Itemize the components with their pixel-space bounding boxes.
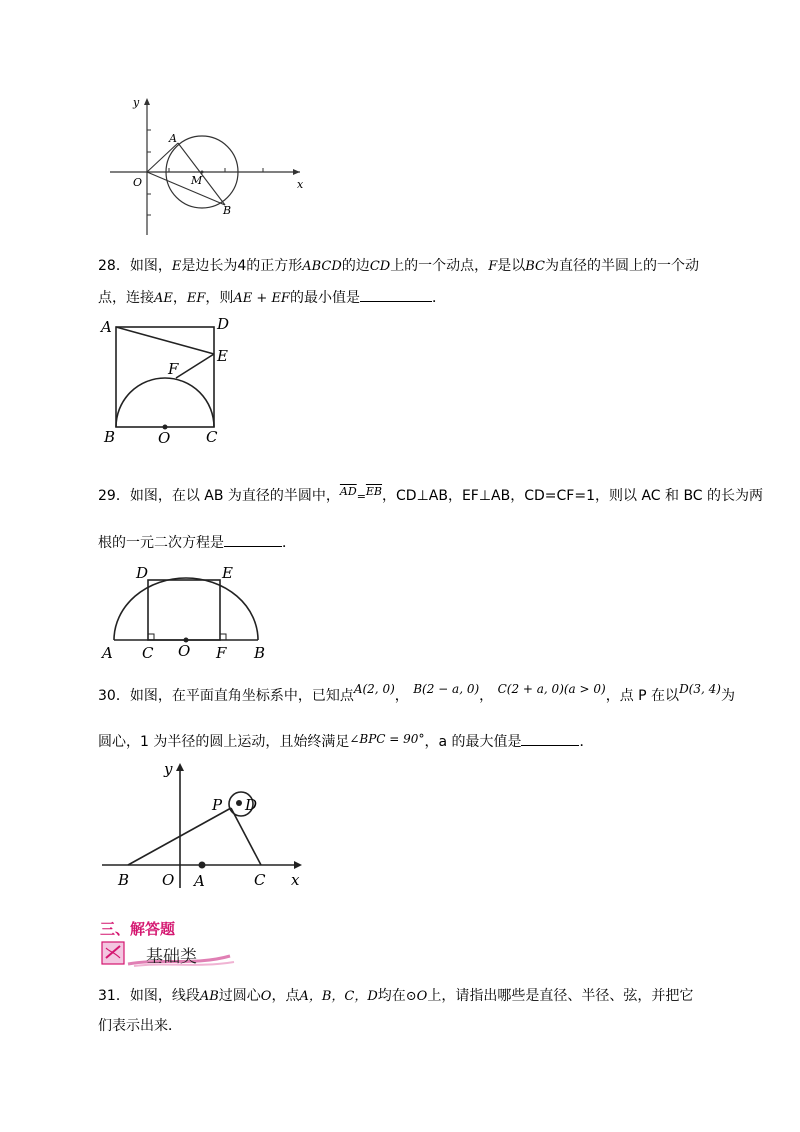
- fig30-label-y: y: [164, 760, 173, 778]
- q30-text: ．: [579, 734, 594, 750]
- fig28-label-d: D: [217, 315, 230, 333]
- question-28: [98, 256, 718, 277]
- figure-semicircle-rectangle: [98, 560, 278, 665]
- q31-number: 31．: [98, 988, 130, 1004]
- q29-text: 如图，在以 AB 为直径的半圆中，: [129, 488, 340, 504]
- q31-text: 过圆心: [218, 988, 261, 1004]
- fig29-label-a: A: [102, 644, 113, 662]
- q28-text: 是边长为4的正方形: [181, 258, 303, 274]
- q28-var: CD: [369, 259, 391, 274]
- q28-text: 为直径的半圆上的一个动: [544, 258, 699, 274]
- q30-point: B(2 − a, 0): [413, 682, 480, 696]
- fig29-label-e: E: [222, 564, 233, 582]
- q28-text: ，: [172, 290, 187, 306]
- q31-var: AB: [199, 989, 219, 1004]
- fig30-label-d: D: [245, 796, 258, 814]
- q30-text: ，: [394, 688, 409, 704]
- fig29-label-c: C: [142, 644, 154, 662]
- q29-eq: =: [356, 490, 366, 503]
- q28-answer-blank[interactable]: [360, 287, 432, 302]
- q31-text: 如图，线段: [129, 988, 200, 1004]
- fig30-label-x: x: [291, 871, 300, 889]
- section-heading: 三、解答题: [100, 920, 176, 938]
- question-31-line2: [98, 1016, 718, 1036]
- question-31: [98, 986, 718, 1007]
- question-28-line2: [98, 287, 718, 309]
- question-29: [98, 485, 764, 507]
- fig1-label-x: x: [297, 178, 304, 191]
- q28-number: 28．: [98, 258, 130, 274]
- fig30-label-p: P: [212, 796, 223, 814]
- figure-square-semicircle: [98, 312, 238, 447]
- q29-text: 根的一元二次方程是: [98, 535, 224, 551]
- q28-var: E: [171, 259, 182, 274]
- q28-text: 上的一个动点，: [390, 258, 489, 274]
- q28-text: 是以: [497, 258, 526, 274]
- q31-text: 上，请指出哪些是直径、半径、弦，并把它: [427, 988, 694, 1004]
- q29-number: 29．: [98, 488, 130, 504]
- q29-answer-blank[interactable]: [224, 532, 282, 547]
- q31-text: 均在: [377, 988, 406, 1004]
- q28-text: ，则: [205, 290, 234, 306]
- q30-point: C(2 + a, 0)(a > 0): [497, 682, 606, 696]
- q28-text: ．: [431, 290, 446, 306]
- fig28-label-e: E: [217, 347, 228, 365]
- q30-text: 圆心，1 为半径的圆上运动，且始终满足: [98, 734, 350, 750]
- q30-point: A(2, 0): [353, 682, 395, 696]
- q28-text: 的最小值是: [289, 290, 360, 306]
- fig28-label-a: A: [101, 318, 112, 336]
- q30-text: 如图，在平面直角坐标系中，已知点: [129, 688, 354, 704]
- q30-text: ，a 的最大值是: [424, 734, 522, 750]
- figure-circle-coordinate: [105, 90, 315, 240]
- q30-number: 30．: [98, 688, 130, 704]
- q28-var: ABCD: [302, 259, 342, 274]
- q31-var: ⊙O: [405, 989, 428, 1004]
- fig1-label-y: y: [133, 96, 140, 109]
- fig29-label-d: D: [136, 564, 149, 582]
- q30-text: 为: [720, 688, 735, 704]
- q31-text: ，点: [271, 988, 300, 1004]
- fig28-label-c: C: [206, 428, 218, 446]
- section-banner-label: 基础类: [146, 947, 197, 967]
- question-30: [98, 682, 735, 706]
- q28-text: 如图，: [129, 258, 172, 274]
- fig28-label-b: B: [104, 428, 116, 446]
- q28-var: EF: [186, 291, 206, 306]
- arc-eb: EB: [365, 485, 383, 498]
- section-banner: [100, 938, 240, 968]
- fig1-label-o: O: [133, 176, 143, 189]
- fig30-label-c: C: [254, 871, 266, 889]
- fig1-label-a: A: [169, 132, 177, 145]
- fig30-label-a: A: [194, 872, 205, 890]
- q28-text: 点，连接: [98, 290, 154, 306]
- q30-text: ，点 P 在以: [605, 688, 680, 704]
- q30-point: D(3, 4): [679, 682, 721, 696]
- fig28-label-f: F: [168, 360, 179, 378]
- fig30-label-b: B: [118, 871, 130, 889]
- figure-coordinate-small-circle: [98, 758, 308, 893]
- q30-angle: ∠BPC = 90°: [349, 732, 425, 746]
- q28-var: BC: [525, 259, 545, 274]
- q31-var: A，B，C，D: [299, 989, 378, 1004]
- q28-var: F: [488, 259, 498, 274]
- q30-answer-blank[interactable]: [521, 731, 579, 746]
- fig29-label-o: O: [178, 642, 191, 660]
- fig1-label-b: B: [223, 204, 232, 217]
- q31-text: 们表示出来．: [98, 1018, 182, 1034]
- fig30-label-o: O: [162, 871, 175, 889]
- question-30-line2: [98, 731, 718, 752]
- q29-text: ．: [282, 535, 296, 551]
- q28-text: 的边: [341, 258, 370, 274]
- arc-ad: AD: [339, 485, 357, 498]
- fig1-label-m: M: [191, 174, 203, 187]
- fig29-label-b: B: [254, 644, 266, 662]
- q28-var: AE: [154, 291, 173, 306]
- question-29-line2: [98, 532, 718, 553]
- fig29-label-f: F: [216, 644, 227, 662]
- fig28-label-o: O: [158, 429, 171, 447]
- q29-text: ，CD⊥AB，EF⊥AB，CD=CF=1，则以 AC 和 BC 的长为两: [382, 488, 764, 504]
- q28-expr: AE + EF: [233, 291, 290, 306]
- q30-text: ，: [479, 688, 494, 704]
- q31-var: O: [260, 989, 272, 1004]
